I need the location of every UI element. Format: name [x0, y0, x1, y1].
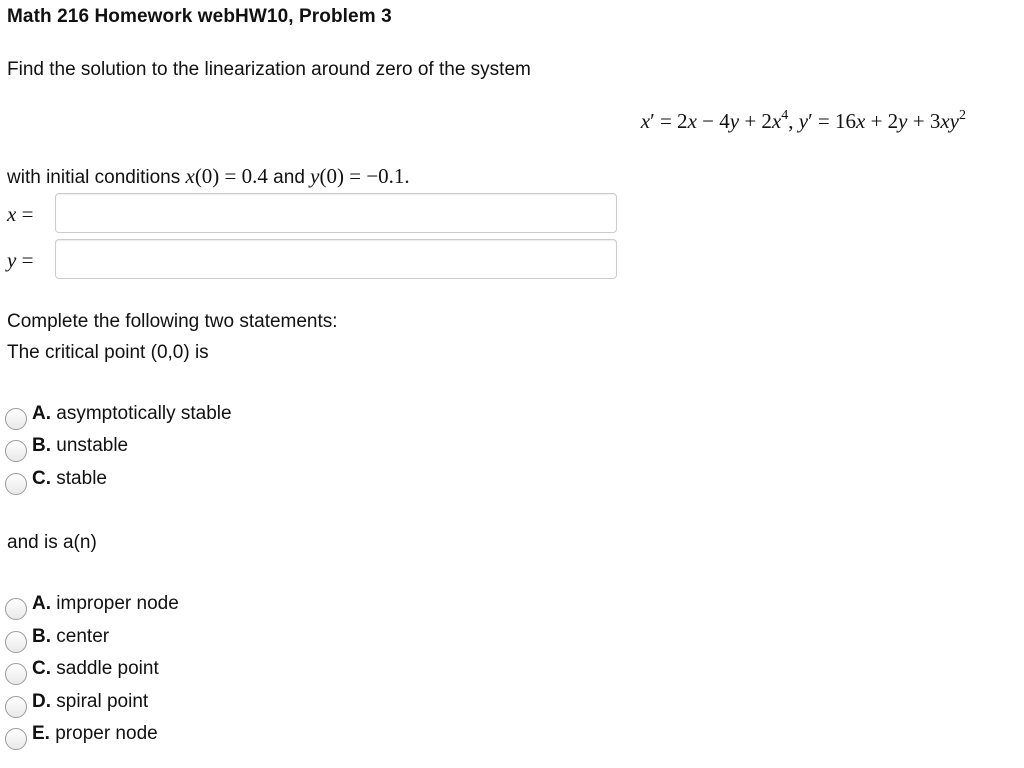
y-answer-input[interactable] — [55, 239, 617, 279]
option-label: unstable — [51, 435, 129, 456]
option-label: stable — [51, 468, 107, 489]
x0-value: (0) = 0.4 — [194, 164, 268, 188]
radio-button[interactable] — [5, 408, 27, 430]
x-answer-label: x = — [7, 202, 34, 226]
x0-var: x — [185, 164, 195, 188]
option-letter: A. — [32, 403, 51, 424]
radio-button[interactable] — [5, 631, 27, 653]
option-letter: C. — [32, 468, 51, 489]
option-letter: A. — [32, 593, 51, 614]
radio-button[interactable] — [5, 473, 27, 495]
option-letter: E. — [32, 723, 50, 744]
eq-token: y — [798, 109, 809, 133]
eq-exponent: 4 — [781, 108, 789, 123]
option-label: saddle point — [51, 658, 159, 679]
option-label: asymptotically stable — [51, 403, 232, 424]
y0-value: (0) = −0.1. — [319, 164, 410, 188]
eq-token: + 2 — [865, 109, 899, 133]
eq-token: + 3 — [907, 109, 941, 133]
eq-token: xy — [940, 109, 959, 133]
eq-token: x — [687, 109, 697, 133]
radio-button[interactable] — [5, 663, 27, 685]
y-answer-row — [7, 239, 625, 285]
problem-title: Math 216 Homework webHW10, Problem 3 — [7, 6, 392, 27]
eq-token: y — [898, 109, 908, 133]
system-equations — [641, 108, 966, 134]
eq-token: y — [729, 109, 740, 133]
option-letter: C. — [32, 658, 51, 679]
option-label: center — [51, 626, 110, 647]
option-letter: B. — [32, 626, 51, 647]
radio-button[interactable] — [5, 728, 27, 750]
eq-token: ′ = 16 — [808, 109, 856, 133]
eq-exponent: 2 — [959, 108, 966, 123]
y0-var: y — [310, 164, 320, 188]
eq-token: x — [640, 109, 651, 133]
eq-token: ′ = 2 — [650, 109, 688, 133]
eq-token: x — [771, 109, 782, 133]
eq-token: − 4 — [696, 109, 730, 133]
radio-button[interactable] — [5, 696, 27, 718]
option-label: improper node — [51, 593, 179, 614]
initial-conditions — [7, 164, 410, 189]
radio-button[interactable] — [5, 440, 27, 462]
eq-token: , — [788, 109, 799, 133]
option-label: spiral point — [51, 691, 149, 712]
eq-token: + 2 — [739, 109, 772, 133]
y-answer-label: y = — [7, 248, 34, 272]
statements-intro: Complete the following two statements: — [7, 311, 338, 332]
problem-prompt: Find the solution to the linearization around zero of the system — [7, 59, 531, 80]
radio-button[interactable] — [5, 598, 27, 620]
critical-point-text: The critical point (0,0) is — [7, 342, 209, 363]
initial-and: and — [267, 167, 311, 188]
option-letter: D. — [32, 691, 51, 712]
option-label: proper node — [49, 723, 158, 744]
and-is-text: and is a(n) — [7, 532, 97, 553]
option-letter: B. — [32, 435, 51, 456]
eq-token: x — [856, 109, 866, 133]
initial-conditions-lead: with initial conditions — [7, 167, 186, 188]
x-answer-input[interactable] — [55, 193, 617, 233]
x-answer-row — [7, 193, 625, 239]
